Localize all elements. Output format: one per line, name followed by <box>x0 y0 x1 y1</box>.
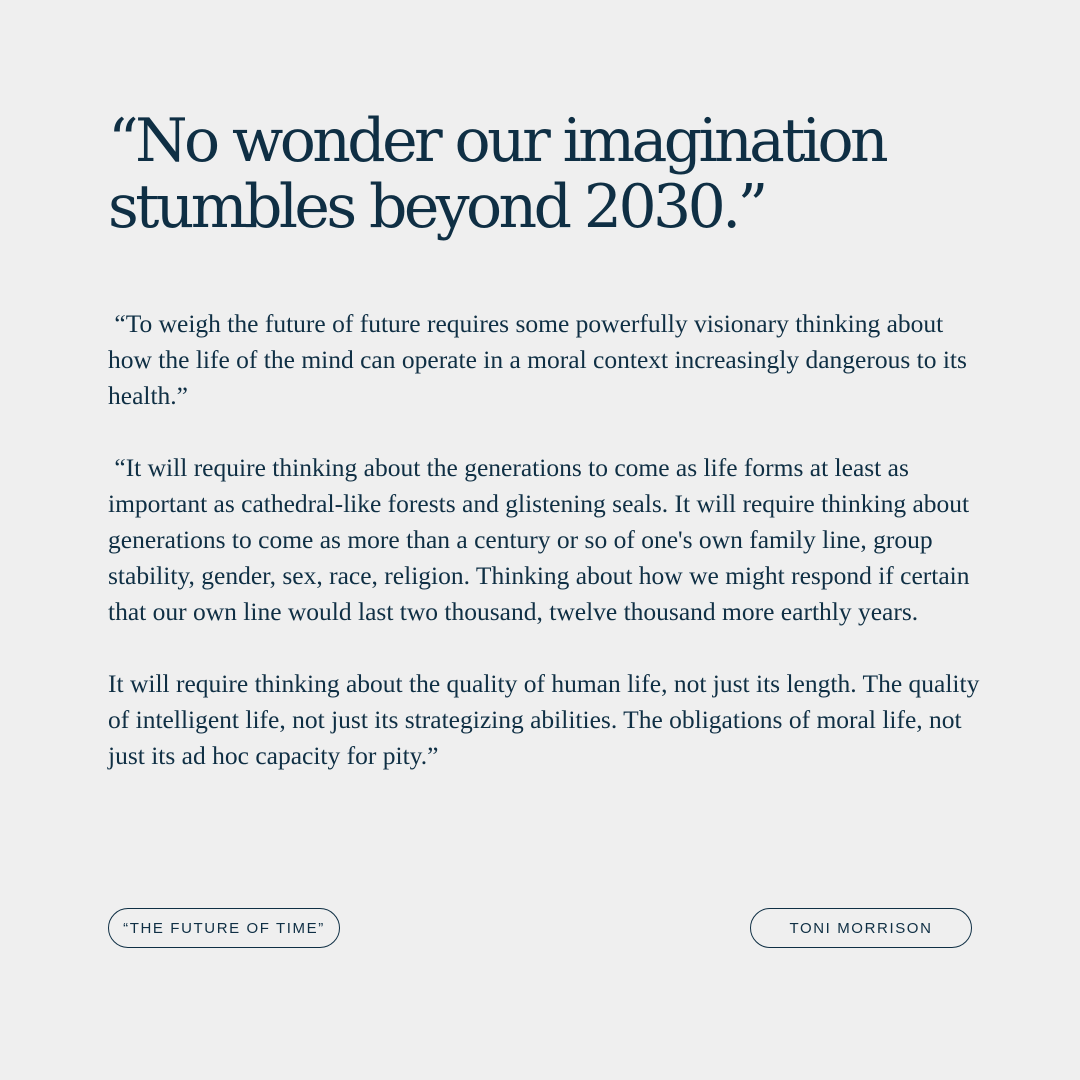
headline-line-1: “No wonder our imagination <box>108 106 886 176</box>
quote-paragraph-2: “It will require thinking about the generations to come as life forms at least as important as cathedral-like forests and glistening seals. It will require thinking about generations to come as more than a century or so of one's own family line, group stability, gender, sex, race, religion. Thinking about how we might respond if certain that our own line would last two thousand, twelve thousand more earthly years. <box>108 453 976 626</box>
quote-paragraph-1: “To weigh the future of future requires some powerfully visionary thinking about how the life of the mind can operate in a moral context increasingly dangerous to its health.” <box>108 309 974 410</box>
quote-body <box>108 306 988 774</box>
source-tag: “THE FUTURE OF TIME” <box>108 908 340 948</box>
headline-line-2: stumbles beyond 2030.” <box>108 172 765 242</box>
quote-headline <box>108 108 988 240</box>
quote-paragraph-3: It will require thinking about the quality of human life, not just its length. The quality of intelligent life, not just its strategizing abilities. The obligations of moral life, not just its ad hoc capacity for pity.” <box>108 669 980 770</box>
author-tag: TONI MORRISON <box>750 908 972 948</box>
